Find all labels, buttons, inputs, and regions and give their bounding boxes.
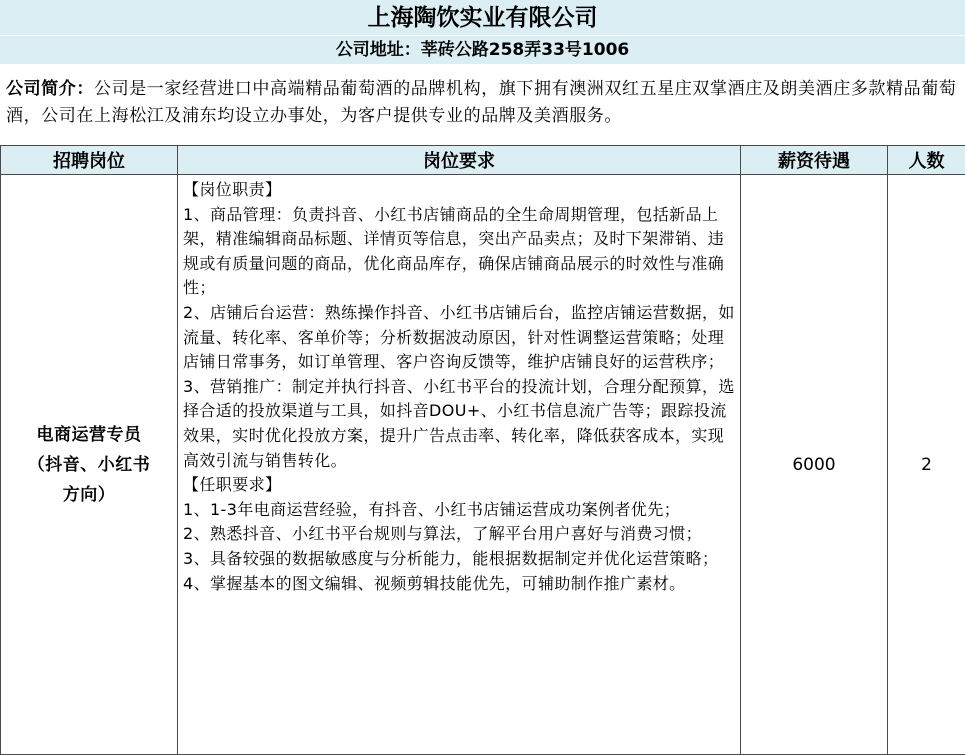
header-headcount: 人数 [888, 146, 965, 175]
company-address: 公司地址：莘砖公路258弄33号1006 [0, 36, 965, 64]
intro-text: 公司是一家经营进口中高端精品葡萄酒的品牌机构，旗下拥有澳洲双红五星庄双掌酒庄及朗美酒庄多款精品葡萄酒，公司在上海松江及浦东均设立办事处，为客户提供专业的品牌及美酒服务。 [6, 79, 956, 126]
header-requirements: 岗位要求 [178, 146, 741, 175]
header-position: 招聘岗位 [1, 146, 178, 175]
qualification-item: 4、掌握基本的图文编辑、视频剪辑技能优先，可辅助制作推广素材。 [183, 572, 736, 597]
qualification-item: 2、熟悉抖音、小红书平台规则与算法，了解平台用户喜好与消费习惯； [183, 522, 736, 547]
recruitment-table [0, 145, 965, 755]
position-title-line: 方向） [1, 480, 177, 510]
duties-heading: 【岗位职责】 [183, 178, 736, 203]
table-header-row [1, 146, 965, 175]
requirements-cell [178, 175, 741, 755]
position-title-line: （抖音、小红书 [1, 450, 177, 480]
duty-item: 3、营销推广：制定并执行抖音、小红书平台的投流计划，合理分配预算，选择合适的投放渠道与工具，如抖音DOU+、小红书信息流广告等；跟踪投流效果，实时优化投放方案，提升广告点击率、转化率，降低获客成本，实现高效引流与销售转化。 [183, 375, 736, 473]
header-salary: 薪资待遇 [741, 146, 888, 175]
qualification-item: 3、具备较强的数据敏感度与分析能力，能根据数据制定并优化运营策略； [183, 547, 736, 572]
position-title-line: 电商运营专员 [1, 420, 177, 450]
requirements-text [178, 175, 740, 596]
duty-item: 2、店铺后台运营：熟练操作抖音、小红书店铺后台，监控店铺运营数据，如流量、转化率、客单价等；分析数据波动原因，针对性调整运营策略；处理店铺日常事务，如订单管理、客户咨询反馈等，维护店铺良好的运营秩序； [183, 301, 736, 375]
qualifications-heading: 【任职要求】 [183, 473, 736, 498]
table-row [1, 175, 965, 755]
intro-label: 公司简介： [6, 79, 94, 99]
position-cell [1, 175, 178, 755]
qualification-item: 1、1-3年电商运营经验，有抖音、小红书店铺运营成功案例者优先； [183, 498, 736, 523]
headcount-value: 2 [888, 175, 965, 755]
company-name: 上海陶饮实业有限公司 [0, 0, 965, 36]
company-intro [6, 76, 961, 130]
duty-item: 1、商品管理：负责抖音、小红书店铺商品的全生命周期管理，包括新品上架，精准编辑商品标题、详情页等信息，突出产品卖点；及时下架滞销、违规或有质量问题的商品，优化商品库存，确保店铺商品展示的时效性与准确性； [183, 203, 736, 301]
salary-value: 6000 [741, 175, 888, 755]
